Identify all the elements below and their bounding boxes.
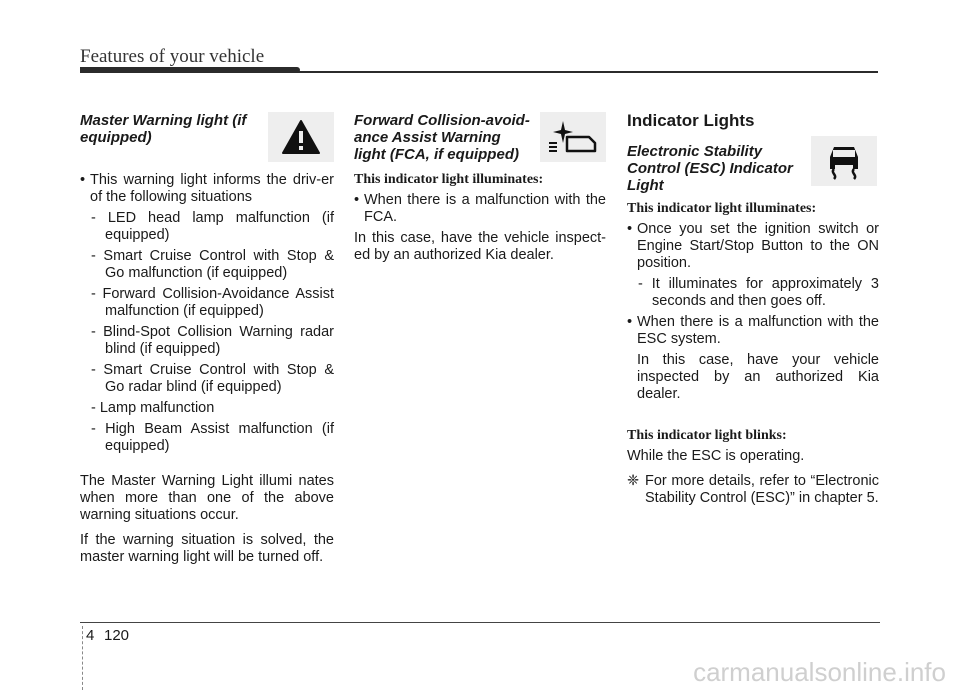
list-item: - Lamp malfunction <box>91 400 215 416</box>
forward-collision-icon <box>540 112 606 162</box>
fca-illuminates-label: This indicator light illuminates: <box>354 172 544 187</box>
footer-rule <box>80 622 880 623</box>
esc-illuminates-label: This indicator light illuminates: <box>627 201 817 216</box>
header-rule <box>80 67 300 73</box>
list-item: - Blind-Spot Collision Warning radar blind (if equipped) <box>91 324 334 357</box>
esc-bullet: • When there is a malfunction with the ESC system. <box>627 314 879 348</box>
chapter-number: 4 <box>86 627 95 644</box>
esc-blinks-text: While the ESC is operating. <box>627 448 805 464</box>
master-warning-section <box>80 112 334 574</box>
page-header-title: Features of your vehicle <box>80 46 265 67</box>
esc-blinks-label: This indicator light blinks: <box>627 428 787 443</box>
indicator-lights-title: Indicator Lights <box>627 111 755 130</box>
list-item: - Smart Cruise Control with Stop & Go malfunction (if equipped) <box>91 248 334 281</box>
esc-bullet: • Once you set the ignition switch or Engine Start/Stop Button to the ON position. <box>627 221 879 272</box>
list-item: - Smart Cruise Control with Stop & Go radar blind (if equipped) <box>91 362 334 395</box>
fca-bullet: • When there is a malfunction with the FCA. <box>354 192 606 226</box>
esc-bullet-paragraph: In this case, have your vehicle inspected by an authorized Kia dealer. <box>637 352 879 402</box>
list-item: - LED head lamp malfunction (if equipped) <box>91 210 334 243</box>
master-warning-intro: • This warning light informs the driv-er of the following situations <box>80 172 334 206</box>
indicator-lights-section <box>627 112 879 507</box>
esc-note <box>627 473 879 507</box>
esc-title: Electronic Stability Control (ESC) Indicator Light <box>627 143 793 194</box>
fca-title: Forward Collision-avoid-ance Assist Warning light (FCA, if equipped) <box>354 112 530 163</box>
master-warning-title: Master Warning light (if equipped) <box>80 112 247 146</box>
fca-section <box>354 112 606 272</box>
page-number: 120 <box>104 627 130 644</box>
esc-skid-car-icon <box>811 136 877 186</box>
list-item: - High Beam Assist malfunction (if equipped) <box>91 421 334 454</box>
watermark: carmanualsonline.info <box>693 657 946 687</box>
master-warning-paragraph: The Master Warning Light illumi nates when more than one of the above warning situations occur. <box>80 473 334 523</box>
list-item: - Forward Collision-Avoidance Assist malfunction (if equipped) <box>91 286 334 319</box>
header-rule-line <box>296 71 878 73</box>
note-symbol-icon: ❈ <box>627 473 640 489</box>
esc-note-text: For more details, refer to “Electronic Stability Control (ESC)” in chapter 5. <box>645 473 879 506</box>
master-warning-paragraph: If the warning situation is solved, the master warning light will be turned off. <box>80 532 334 565</box>
esc-sub-item: - It illuminates for approximately 3 seconds and then goes off. <box>638 276 879 309</box>
fca-paragraph: In this case, have the vehicle inspect-ed by an authorized Kia dealer. <box>354 230 606 263</box>
warning-triangle-icon <box>268 112 334 162</box>
footer-divider <box>82 626 84 690</box>
